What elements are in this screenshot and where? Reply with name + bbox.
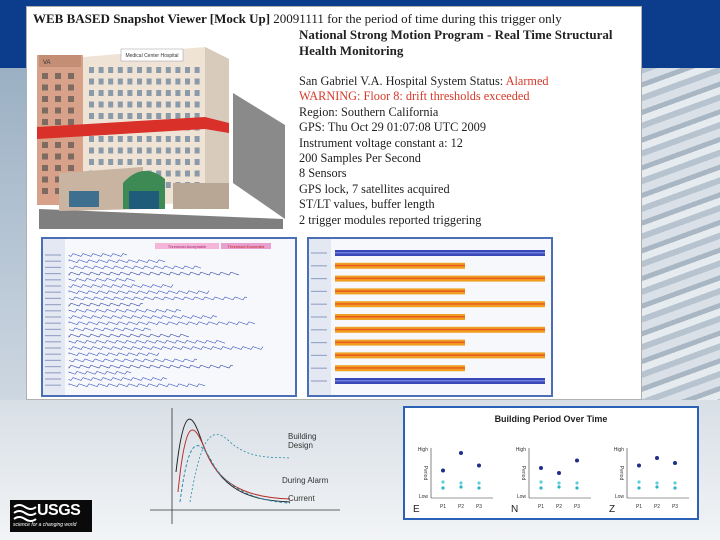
y-tick-low: Low [516,494,526,500]
data-point [459,485,462,488]
system-status-info [299,27,639,228]
x-tick-label: P3 [475,504,483,510]
data-point [575,486,578,489]
gps-lock-line: GPS lock, 7 satellites acquired [299,181,450,196]
data-point [477,481,480,484]
component-label: E [413,504,420,515]
data-point [673,486,676,489]
y-axis-label: Period [618,465,624,481]
seismogram-traces-blue [41,237,297,397]
y-tick-high: High [417,447,428,453]
x-tick-label: P3 [671,504,679,510]
y-axis-label: Period [520,465,526,481]
data-point [557,471,561,475]
data-point [673,461,677,465]
warning-line: WARNING: Floor 8: drift thresholds exceeded [299,89,530,104]
x-tick-label: P2 [653,504,661,510]
usgs-wave-icon [13,503,37,523]
sensors-line: 8 Sensors [299,166,347,181]
usgs-tagline: science for a changing world [13,522,77,528]
data-point [459,481,462,484]
data-point [637,464,641,468]
status-prefix: San Gabriel V.A. Hospital System Status: [299,74,506,88]
x-tick-label: P3 [573,504,581,510]
building-sign: Medical Center Hospital [125,53,179,59]
data-point [575,459,579,463]
trigger-line: 2 trigger modules reported triggering [299,212,482,227]
label-design: Design [288,441,313,450]
panel-title-rest: 20091111 for the period of time during this trigger only [270,11,562,26]
status-value: Alarmed [505,74,549,88]
voltage-line: Instrument voltage constant a: 12 [299,135,463,150]
label-current: Current [288,494,315,503]
data-point [441,480,444,483]
data-point [459,451,463,455]
y-tick-low: Low [614,494,624,500]
data-point [539,466,543,470]
data-point [441,469,445,473]
threshold-exceeded-label: Threshold Exceeded [227,244,265,249]
region-line: Region: Southern California [299,104,439,119]
component-label: Z [609,504,616,515]
building-period-chart [403,406,699,520]
data-point [477,486,480,489]
chart-title: Building Period Over Time [494,414,608,424]
threshold-acceptable-label: Threshold Acceptable [167,244,207,249]
program-heading: National Strong Motion Program - Real Time Structural Health Monitoring [299,27,613,58]
x-tick-label: P2 [555,504,563,510]
x-tick-label: P1 [537,504,545,510]
svg-text:VA: VA [43,60,51,66]
hospital-building-illustration [33,33,285,229]
panel-title [33,11,562,27]
y-tick-high: High [613,447,624,453]
x-tick-label: P1 [439,504,447,510]
label-during-alarm: During Alarm [282,476,329,485]
data-point [673,481,676,484]
seismogram-traces-spectrum [307,237,553,397]
samples-line: 200 Samples Per Second [299,151,421,166]
data-point [441,486,444,489]
data-point [557,481,560,484]
usgs-logo [10,500,92,532]
snapshot-viewer-panel [26,6,642,400]
y-tick-low: Low [418,494,428,500]
label-building: Building [288,432,317,441]
data-point [637,480,640,483]
x-tick-label: P2 [457,504,465,510]
stlt-line: ST/LT values, buffer length [299,197,435,212]
y-tick-high: High [515,447,526,453]
usgs-logo-text: USGS [37,502,81,519]
system-status-line [299,74,639,89]
data-point [637,486,640,489]
gps-time-line: GPS: Thu Oct 29 01:07:08 UTC 2009 [299,120,486,135]
data-point [539,486,542,489]
data-point [575,481,578,484]
data-point [557,485,560,488]
data-point [655,485,658,488]
data-point [539,480,542,483]
data-point [655,481,658,484]
building-period-curves [150,402,350,532]
data-point [477,464,481,468]
y-axis-label: Period [422,465,428,481]
building-period-plot-area [405,408,697,518]
panel-title-bold: WEB BASED Snapshot Viewer [Mock Up] [33,11,271,26]
x-tick-label: P1 [635,504,643,510]
component-label: N [511,504,519,515]
data-point [655,456,659,460]
